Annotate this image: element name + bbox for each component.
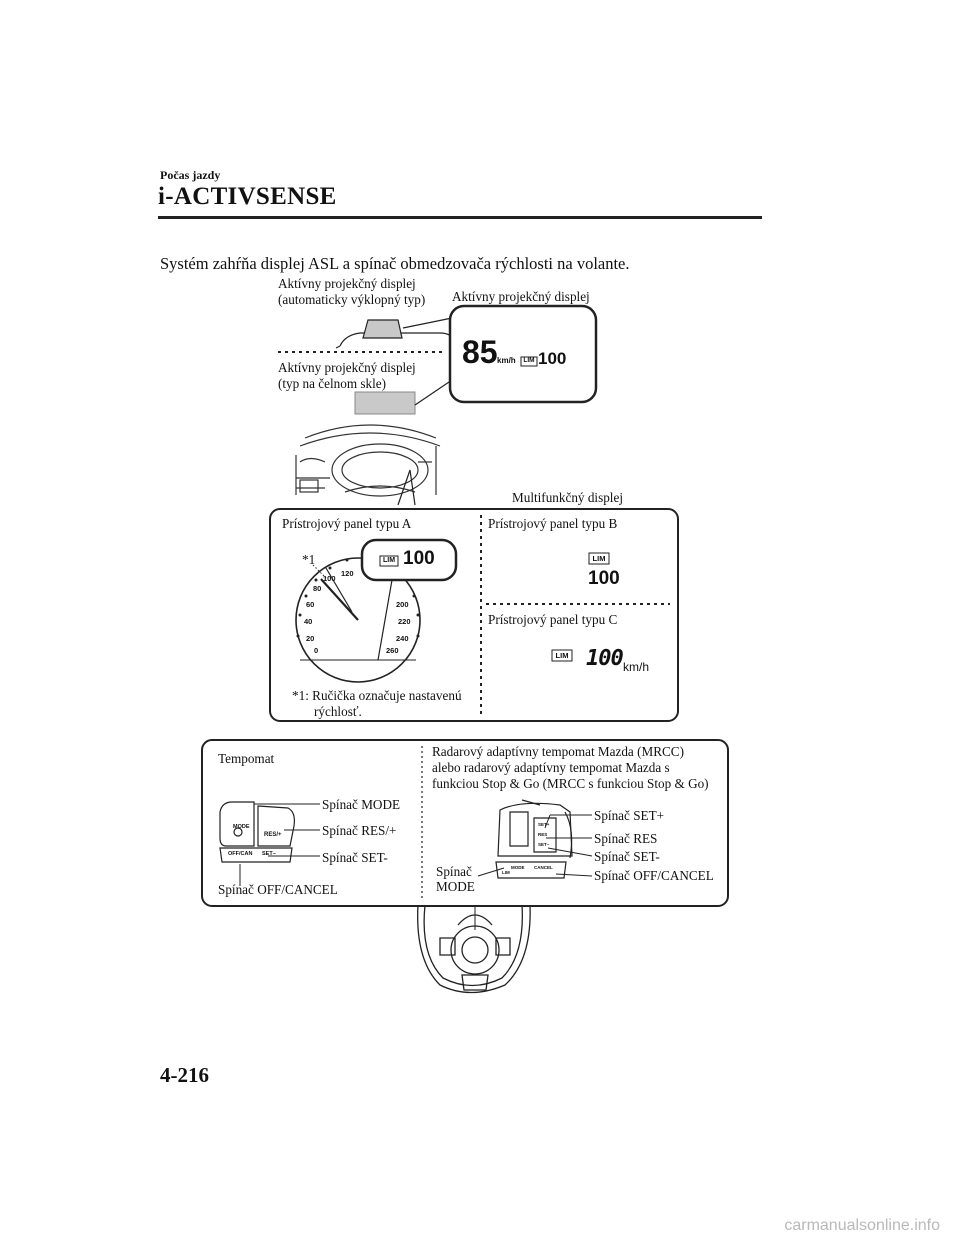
watermark: carmanualsonline.info — [784, 1217, 940, 1234]
page-number: 4-216 — [160, 1063, 209, 1087]
right-offcancel-switch-label: Spínač OFF/CANCEL — [594, 868, 714, 883]
mrcc-title-line3: funkciou Stop & Go (MRCC s funkciou Stop & Go) — [432, 776, 709, 791]
panel-c-lim-badge: LIM — [555, 651, 569, 660]
panel-a-lim-badge: LIM — [382, 557, 396, 564]
btn-res2-caption: RES — [538, 832, 548, 837]
left-res-switch-label: Spínač RES/+ — [322, 823, 397, 838]
left-set-switch-label: Spínač SET- — [322, 850, 388, 865]
hud-popup-label-line1: Aktívny projekčný displej — [278, 276, 416, 291]
gauge-tick-0: 0 — [314, 646, 319, 655]
panel-c-title: Prístrojový panel typu C — [488, 612, 618, 627]
footnote-line2: rýchlosť. — [314, 704, 362, 719]
panel-b-lim-badge: LIM — [592, 554, 606, 563]
footnote-line1: *1: Ručička označuje nastavenú — [292, 688, 462, 703]
intro-text: Systém zahŕňa displej ASL a spínač obmedzovača rýchlosti na volante. — [160, 254, 630, 273]
panel-b-title: Prístrojový panel typu B — [488, 516, 618, 531]
mrcc-title-line1: Radarový adaptívny tempomat Mazda (MRCC) — [432, 744, 684, 759]
hud-popup-label-line2: (automaticky výklopný typ) — [278, 292, 426, 307]
hud-lim-badge: LIM — [523, 357, 535, 364]
right-res-switch-label: Spínač RES — [594, 831, 658, 846]
right-set-minus-switch-label: Spínač SET- — [594, 849, 660, 864]
btn-mode2-caption: MODE — [511, 865, 525, 870]
btn-set-minus-caption: SET– — [538, 842, 550, 847]
btn-res-caption: RES/+ — [264, 832, 282, 838]
panel-c-limit-value: 100 — [586, 646, 623, 671]
gauge-tick-200: 200 — [396, 600, 409, 609]
hud-callout-label: Aktívny projekčný displej — [452, 289, 590, 304]
right-set-plus-switch-label: Spínač SET+ — [594, 808, 665, 823]
left-offcancel-switch-label: Spínač OFF/CANCEL — [218, 882, 338, 897]
hud-popup-illustration — [336, 320, 455, 348]
left-mode-switch-label: Spínač MODE — [322, 797, 401, 812]
btn-set-caption: SET– — [262, 851, 276, 857]
panel-a-limit-value: 100 — [403, 548, 435, 569]
mrcc-title-line2: alebo radarový adaptívny tempomat Mazda s — [432, 760, 670, 775]
gauge-tick-80: 80 — [313, 584, 322, 593]
section-label: Počas jazdy — [160, 168, 221, 182]
gauge-tick-240: 240 — [396, 634, 409, 643]
gauge-tick-220: 220 — [398, 617, 411, 626]
hud-windshield-label-line2: (typ na čelnom skle) — [278, 376, 387, 391]
gauge-tick-40: 40 — [304, 617, 313, 626]
btn-cancel-caption: CANCEL — [534, 865, 553, 870]
right-mode-switch-label-line1: Spínač — [436, 864, 472, 879]
btn-set-plus-caption: SET+ — [538, 822, 550, 827]
hud-speed-value: 85 — [462, 334, 498, 370]
multifunction-label: Multifunkčný displej — [512, 490, 623, 505]
gauge-tick-100: 100 — [323, 574, 336, 583]
hud-speed-unit: km/h — [497, 356, 516, 365]
cruise-title: Tempomat — [218, 751, 275, 766]
right-mode-switch-label-line2: MODE — [436, 879, 475, 894]
gauge-tick-260: 260 — [386, 646, 399, 655]
gauge-tick-20: 20 — [306, 634, 315, 643]
dashboard-illustration — [296, 425, 440, 496]
gauge-tick-60: 60 — [306, 600, 315, 609]
gauge-tick-120: 120 — [341, 569, 354, 578]
btn-mode-caption: MODE — [233, 824, 250, 830]
steering-wheel-illustration — [418, 905, 530, 993]
btn-lim-caption: LIM — [502, 870, 510, 875]
panel-b-limit-value: 100 — [588, 568, 620, 589]
footnote-marker: *1 — [302, 552, 316, 567]
hud-limit-value: 100 — [538, 349, 567, 368]
panel-c-unit: km/h — [623, 660, 650, 674]
page-title: i-ACTIVSENSE — [158, 183, 337, 210]
panel-a-title: Prístrojový panel typu A — [282, 516, 412, 531]
btn-offcan-caption: OFF/CAN — [228, 851, 253, 857]
windshield-hud-rect — [355, 392, 415, 414]
hud-windshield-label-line1: Aktívny projekčný displej — [278, 360, 416, 375]
